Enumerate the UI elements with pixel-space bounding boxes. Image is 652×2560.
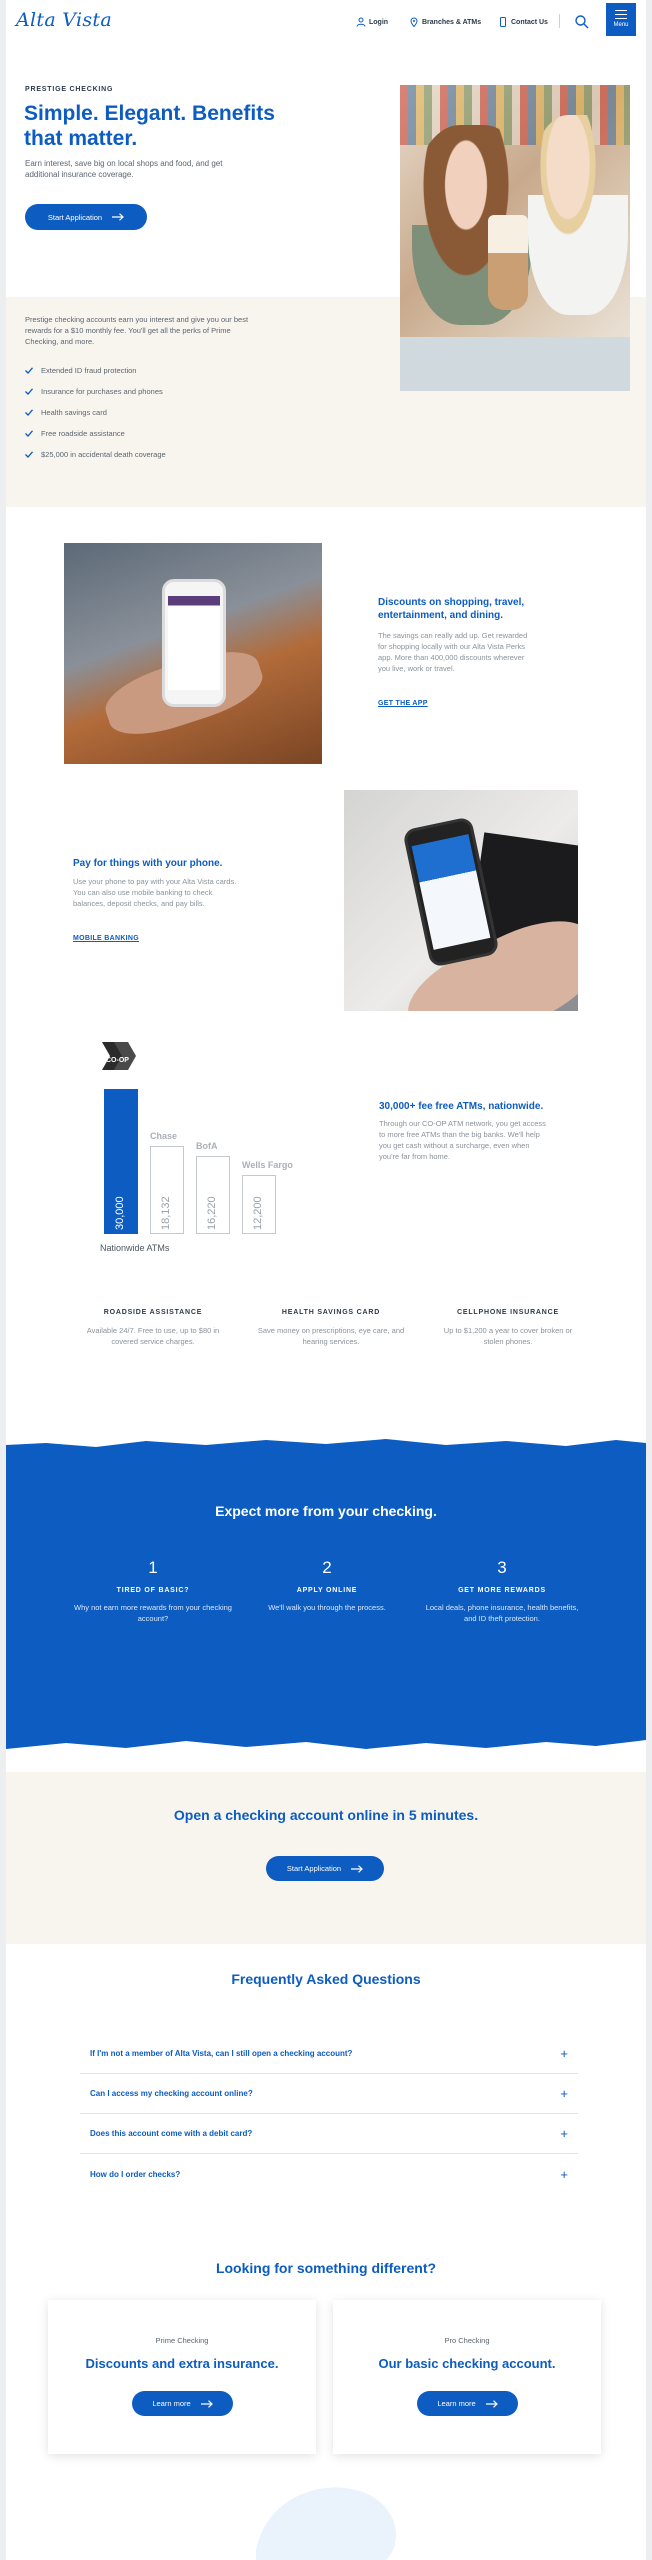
nav-branches[interactable] bbox=[409, 17, 481, 27]
list-item bbox=[25, 429, 166, 450]
benefit-label: Free roadside assistance bbox=[41, 429, 125, 438]
faq-item[interactable] bbox=[80, 2074, 578, 2114]
hero-subtitle: Earn interest, save big on local shops and food, and get additional insurance coverage. bbox=[25, 159, 223, 179]
plus-icon: + bbox=[560, 2126, 568, 2141]
menu-button[interactable] bbox=[606, 3, 636, 36]
nav-contact-label: Contact Us bbox=[511, 18, 548, 26]
learn-more-button[interactable] bbox=[417, 2391, 518, 2416]
faq-item[interactable] bbox=[80, 2034, 578, 2074]
learn-more-label: Learn more bbox=[152, 2399, 191, 2408]
card-title: Our basic checking account. bbox=[378, 2356, 556, 2371]
nav-login-label: Login bbox=[369, 18, 389, 26]
chart-category-label: Wells Fargo bbox=[242, 1160, 293, 1170]
plus-icon: + bbox=[560, 2046, 568, 2061]
check-icon bbox=[25, 430, 33, 437]
plus-icon: + bbox=[560, 2086, 568, 2101]
chart-value-label: 12,200 bbox=[252, 1196, 264, 1230]
mobile-banking-link[interactable]: MOBILE BANKING bbox=[73, 935, 140, 942]
feature-pay-text: Use your phone to pay with your Alta Vista cards. You can also use mobile banking to check balances, deposit checks, and pay bills. bbox=[73, 877, 237, 908]
chart-category-label: BofA bbox=[196, 1141, 218, 1151]
nav-branches-label: Branches & ATMs bbox=[422, 18, 482, 26]
arrow-right-icon bbox=[201, 2400, 213, 2408]
alternatives-title: Looking for something different? bbox=[215, 2260, 437, 2276]
step-number: 2 bbox=[322, 1558, 332, 1577]
perk-roadside-text: Available 24/7. Free to use, up to $80 in covered service charges. bbox=[86, 1326, 220, 1346]
perk-health-text: Save money on prescriptions, eye care, and hearing services. bbox=[257, 1326, 405, 1346]
step-number: 3 bbox=[497, 1558, 507, 1577]
arrow-right-icon bbox=[112, 213, 124, 221]
faq-item[interactable] bbox=[80, 2114, 578, 2154]
faq-question: If I'm not a member of Alta Vista, can I still open a checking account? bbox=[90, 2049, 353, 2058]
map-pin-icon bbox=[409, 17, 419, 27]
learn-more-button[interactable] bbox=[132, 2391, 233, 2416]
menu-label: Menu bbox=[613, 22, 629, 29]
card-pro-checking bbox=[333, 2300, 601, 2454]
step-title: APPLY ONLINE bbox=[296, 1587, 358, 1594]
faq-question: Does this account come with a debit card? bbox=[90, 2129, 253, 2138]
hero-description: Prestige checking accounts earn you interest and give you our best rewards for a $10 monthly fee. You'll get all the perks of Prime Checking, and more. bbox=[25, 315, 249, 346]
step-text: Why not earn more rewards from your checking account? bbox=[74, 1603, 232, 1623]
cta-start-application-label: Start Application bbox=[286, 1864, 342, 1873]
steps-band-title: Expect more from your checking. bbox=[215, 1503, 437, 1519]
feature-discounts-text: The savings can really add up. Get rewarded for shopping locally with our Alta Vista Perks app. More than 400,000 discounts wherever you live, work or travel. bbox=[378, 631, 528, 673]
arrow-right-icon bbox=[486, 2400, 498, 2408]
chart-value-label: 18,132 bbox=[160, 1196, 172, 1230]
hero-photo-mother-and-child bbox=[400, 85, 630, 391]
check-icon bbox=[25, 388, 33, 395]
list-item bbox=[25, 450, 166, 471]
chart-x-label: Nationwide ATMs bbox=[100, 1243, 170, 1253]
step-text: Local deals, phone insurance, health benefits, and ID theft protection. bbox=[425, 1603, 579, 1623]
check-icon bbox=[25, 409, 33, 416]
list-item bbox=[25, 408, 166, 429]
start-application-label: Start Application bbox=[47, 212, 103, 222]
benefit-label: Extended ID fraud protection bbox=[41, 366, 137, 375]
check-icon bbox=[25, 451, 33, 458]
check-icon bbox=[25, 367, 33, 374]
start-application-button[interactable] bbox=[25, 204, 147, 230]
benefit-label: Insurance for purchases and phones bbox=[41, 387, 163, 396]
perk-cellphone-title: CELLPHONE INSURANCE bbox=[457, 1309, 559, 1316]
benefit-label: Health savings card bbox=[41, 408, 107, 417]
feature-discounts-title: Discounts on shopping, travel, entertainment, and dining. bbox=[378, 597, 525, 621]
feature-atm-text: Through our CO-OP ATM network, you get access to more free ATMs than the big banks. We'll help you get cash without a surcharge, even when you're far from home. bbox=[379, 1119, 546, 1161]
chart-value-label: 30,000 bbox=[114, 1196, 126, 1230]
alta-vista-logo[interactable]: Alta Vista bbox=[16, 9, 112, 31]
faq-item[interactable] bbox=[80, 2154, 578, 2194]
benefit-label: $25,000 in accidental death coverage bbox=[41, 450, 166, 459]
cta-start-application-button[interactable] bbox=[266, 1856, 384, 1881]
step-title: TIRED OF BASIC? bbox=[116, 1587, 190, 1594]
search-icon[interactable] bbox=[574, 14, 590, 30]
card-title: Discounts and extra insurance. bbox=[85, 2356, 279, 2371]
coop-logo-text: CO-OP bbox=[106, 1057, 129, 1064]
site-header bbox=[6, 0, 646, 44]
perk-roadside-title: ROADSIDE ASSISTANCE bbox=[103, 1309, 203, 1316]
plus-icon: + bbox=[560, 2166, 568, 2182]
nav-divider bbox=[559, 14, 560, 28]
perk-cellphone-text: Up to $1,200 a year to cover broken or stolen phones. bbox=[443, 1326, 573, 1346]
list-item bbox=[25, 366, 166, 387]
arrow-right-icon bbox=[351, 1865, 363, 1873]
hero-eyebrow: PRESTIGE CHECKING bbox=[25, 86, 114, 93]
cta-title: Open a checking account online in 5 minutes. bbox=[173, 1807, 479, 1823]
hero-title: Simple. Elegant. Benefits that matter. bbox=[24, 102, 275, 150]
decorative-brush-shape bbox=[236, 2470, 416, 2560]
list-item bbox=[25, 387, 166, 408]
card-kicker: Prime Checking bbox=[155, 2336, 209, 2345]
chart-value-label: 16,220 bbox=[206, 1196, 218, 1230]
card-prime-checking bbox=[48, 2300, 316, 2454]
photo-hand-holding-phone bbox=[64, 543, 322, 764]
card-kicker: Pro Checking bbox=[444, 2336, 490, 2345]
hamburger-icon bbox=[615, 10, 627, 19]
feature-pay-title: Pay for things with your phone. bbox=[73, 858, 223, 869]
band-brush-bottom bbox=[6, 1730, 646, 1754]
nav-login[interactable] bbox=[356, 17, 388, 27]
phone-icon bbox=[498, 17, 508, 27]
get-the-app-link[interactable]: GET THE APP bbox=[378, 700, 428, 707]
photo-phone-payment bbox=[344, 790, 578, 1011]
step-number: 1 bbox=[148, 1558, 158, 1577]
faq-question: How do I order checks? bbox=[90, 2169, 181, 2179]
nav-contact[interactable] bbox=[498, 17, 548, 27]
page bbox=[6, 0, 646, 2560]
faq-title: Frequently Asked Questions bbox=[231, 1971, 421, 1987]
feature-atm-title: 30,000+ fee free ATMs, nationwide. bbox=[379, 1101, 544, 1112]
faq-question: Can I access my checking account online? bbox=[90, 2089, 253, 2098]
user-icon bbox=[356, 17, 366, 27]
learn-more-label: Learn more bbox=[437, 2399, 476, 2408]
perk-health-title: HEALTH SAVINGS CARD bbox=[281, 1309, 381, 1316]
step-title: GET MORE REWARDS bbox=[458, 1587, 546, 1594]
step-text: We'll walk you through the process. bbox=[268, 1603, 386, 1612]
chart-category-label: Chase bbox=[150, 1131, 178, 1141]
coop-logo-icon bbox=[96, 1040, 140, 1074]
benefits-list bbox=[25, 366, 166, 471]
